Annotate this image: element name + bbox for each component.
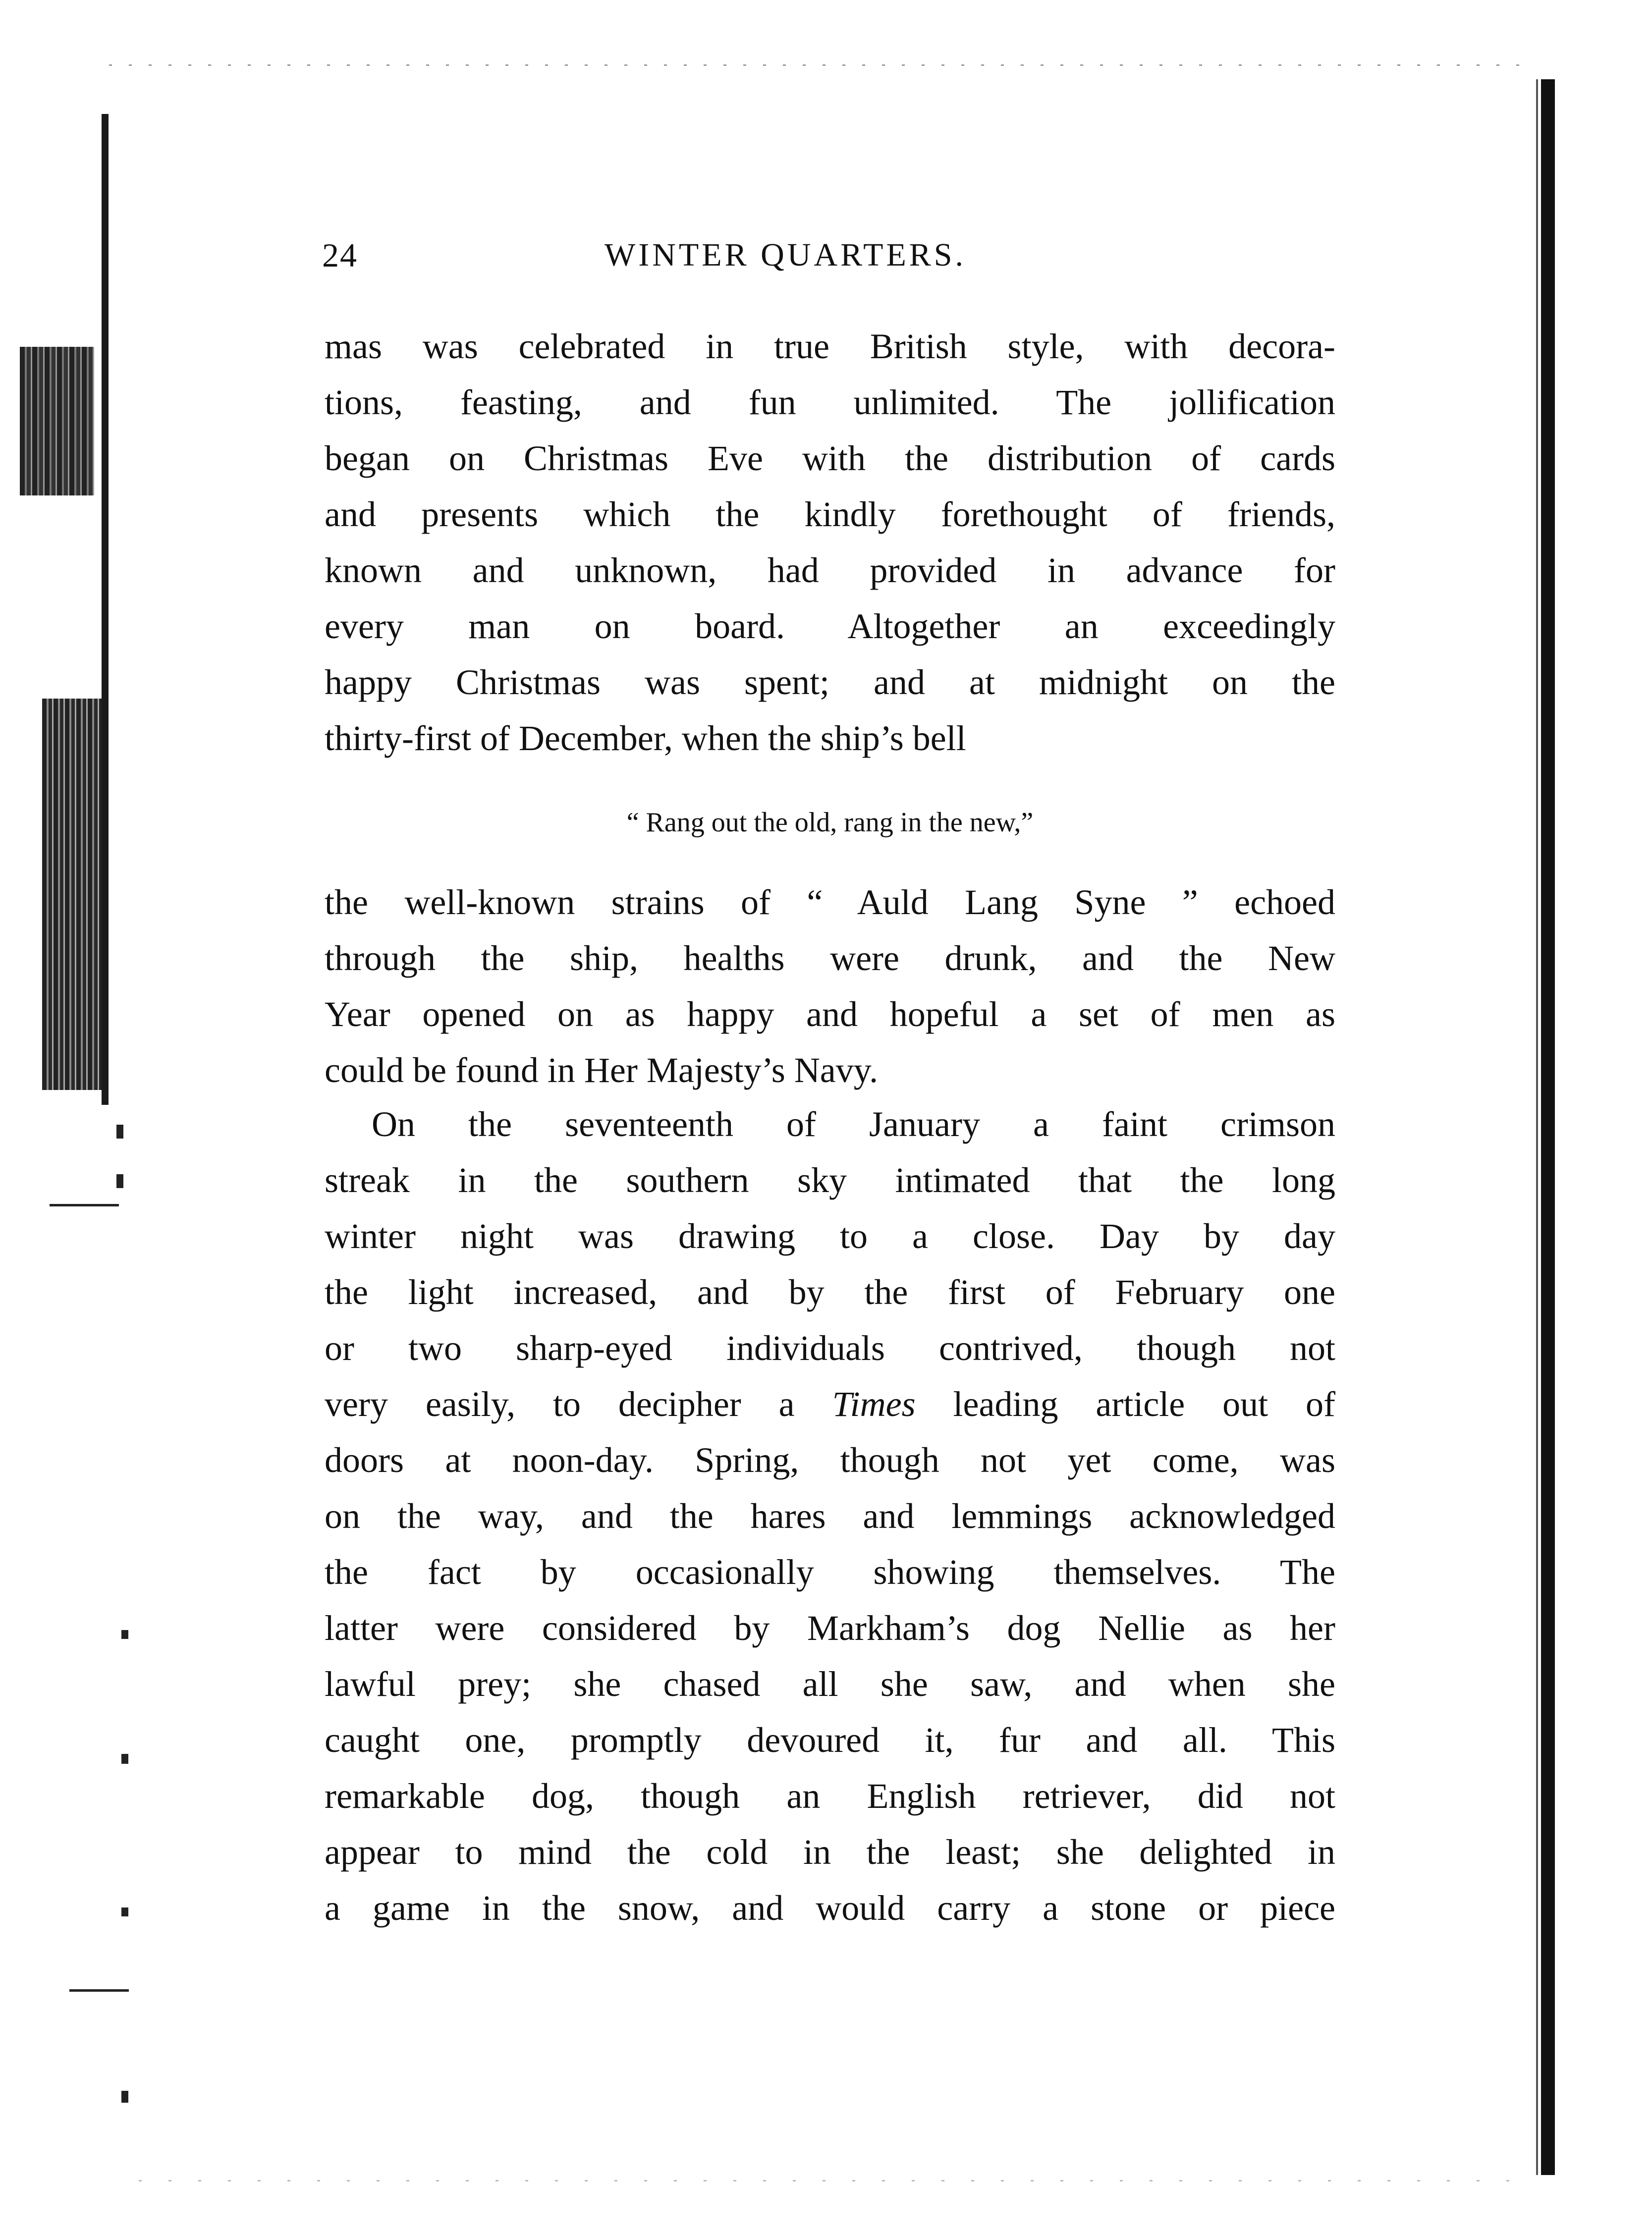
text-line: On the seventeenth of January a faint crimson (372, 1104, 1335, 1144)
text-line: began on Christmas Eve with the distribution of cards (325, 438, 1335, 478)
text-line: the fact by occasionally showing themselves. The (325, 1552, 1335, 1592)
text-line: streak in the southern sky intimated that the long (325, 1160, 1335, 1200)
scan-rule-mark (50, 1204, 119, 1206)
text-fragment: very easily, to decipher a (325, 1384, 795, 1424)
paragraph (325, 1096, 1335, 1936)
scan-tick-mark (121, 1907, 128, 1916)
scan-bottom-edge (139, 2180, 1521, 2181)
scan-top-edge (109, 64, 1526, 66)
text-line: on the way, and the hares and lemmings acknowledged (325, 1496, 1335, 1536)
text-line: and presents which the kindly forethought of friends, (325, 494, 1335, 534)
scan-left-artifact-lower (42, 699, 102, 1090)
text-line: mas was celebrated in true British style, with decora- (325, 327, 1335, 366)
scan-tick-mark (121, 1630, 128, 1639)
text-line: through the ship, healths were drunk, and the New (325, 938, 1335, 978)
text-line: the well-known strains of “ Auld Lang Syne ” echoed (325, 882, 1335, 922)
scan-tick-mark (116, 1174, 123, 1188)
page-header (322, 233, 1328, 287)
text-line: happy Christmas was spent; and at midnight on the (325, 662, 1335, 702)
text-fragment: leading article out of (953, 1384, 1336, 1424)
text-line: tions, feasting, and fun unlimited. The jollification (325, 382, 1335, 422)
text-line: remarkable dog, though an English retriever, did not (325, 1776, 1335, 1816)
text-line: Year opened on as happy and hopeful a set of men as (325, 994, 1335, 1034)
text-line: winter night was drawing to a close. Day by day (325, 1216, 1335, 1256)
paragraph-continuation (325, 319, 1335, 766)
text-line: every man on board. Altogether an exceedingly (325, 606, 1335, 646)
text-line: or two sharp-eyed individuals contrived, though not (325, 1328, 1335, 1368)
text-line: doors at noon-day. Spring, though not yet come, was (325, 1440, 1335, 1480)
page-number: 24 (322, 236, 358, 274)
text-line: lawful prey; she chased all she saw, and when she (325, 1664, 1335, 1704)
text-line: thirty-first of December, when the ship’s bell (325, 718, 966, 758)
text-line: latter were considered by Markham’s dog Nellie as her (325, 1608, 1335, 1648)
scan-tick-mark (121, 2091, 128, 2103)
paragraph (325, 874, 1335, 1098)
text-line: appear to mind the cold in the least; she delighted in (325, 1832, 1335, 1872)
scan-right-binding-edge (1541, 79, 1555, 2175)
text-line-with-italic (325, 1376, 1335, 1432)
text-line: known and unknown, had provided in advance for (325, 550, 1335, 590)
text-line: a game in the snow, and would carry a stone or piece (325, 1888, 1335, 1928)
running-head: WINTER QUARTERS. (605, 237, 966, 273)
scan-left-binding-edge (102, 114, 109, 1105)
scan-rule-mark (69, 1989, 129, 1992)
scan-tick-mark (121, 1754, 128, 1764)
text-line: caught one, promptly devoured it, fur and all. This (325, 1720, 1335, 1760)
scan-tick-mark (116, 1125, 123, 1139)
block-quote: “ Rang out the old, rang in the new,” (626, 807, 1034, 838)
scan-left-artifact-upper (20, 347, 94, 495)
text-line: could be found in Her Majesty’s Navy. (325, 1050, 879, 1090)
text-line: the light increased, and by the first of February one (325, 1272, 1335, 1312)
italic-title: Times (832, 1384, 916, 1424)
scan-right-thin-edge (1536, 79, 1538, 2175)
